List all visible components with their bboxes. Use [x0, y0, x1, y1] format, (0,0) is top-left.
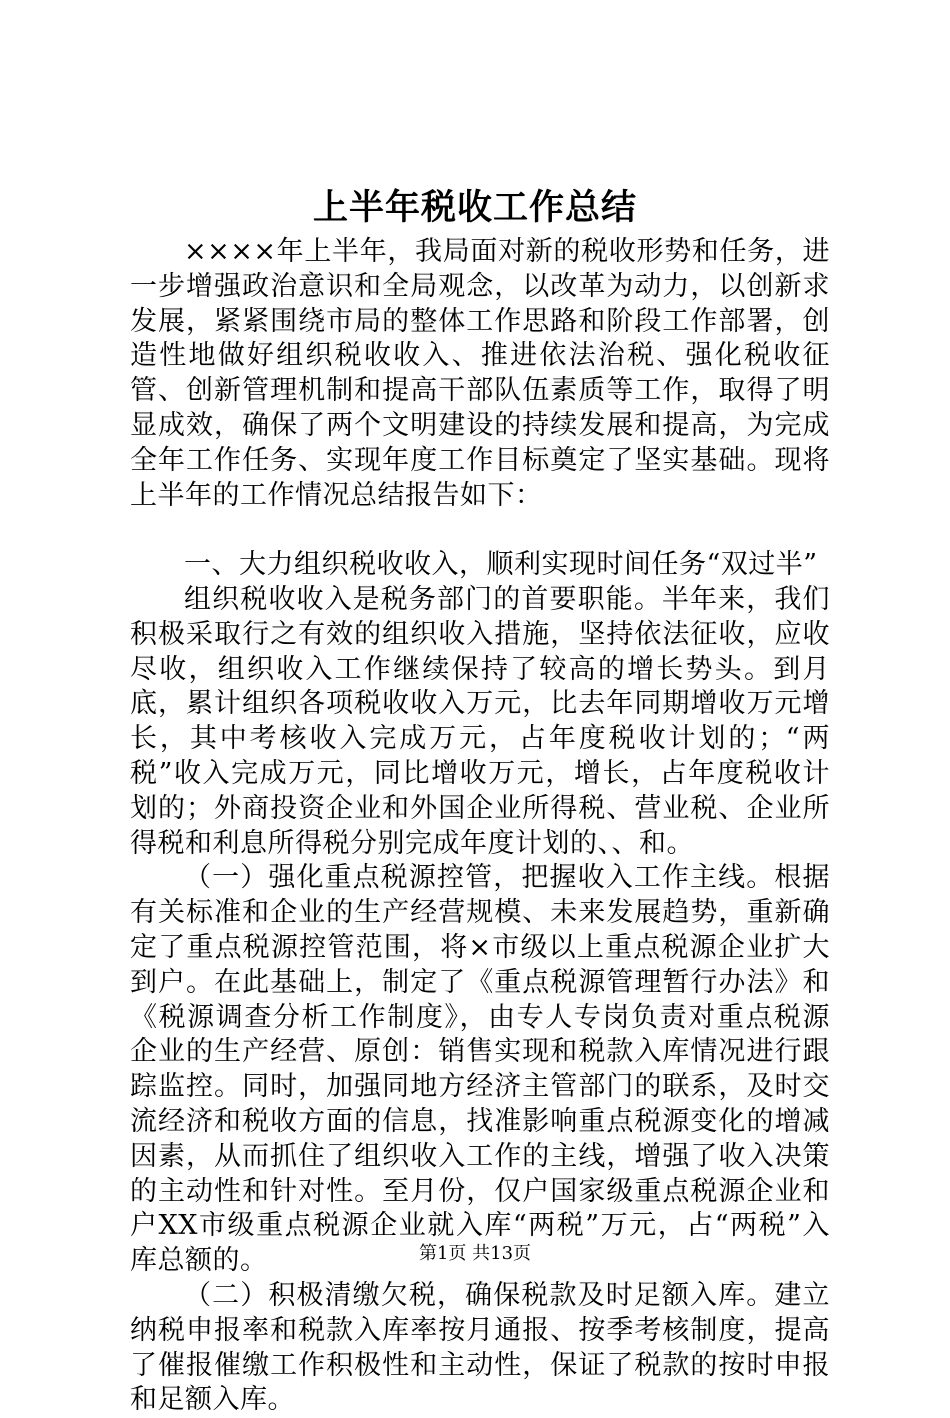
intro-paragraph: ××××年上半年，我局面对新的税收形势和任务，进一步增强政治意识和全局观念，以改革为动力，以创新求发展，紧紧围绕市局的整体工作思路和阶段工作部署，创造性地做好组织税收收入、推进依法治税、强化税收征管、创新管理机制和提高干部队伍素质等工作，取得了明显成效，确保了两个文明建设的持续发展和提高，为完成全年工作任务、实现年度工作目标奠定了坚实基础。现将上半年的工作情况总结报告如下：: [130, 236, 830, 511]
section-heading-1: 一、大力组织税收收入，顺利实现时间任务“双过半”: [184, 549, 818, 581]
subsection-1-paragraph: （一）强化重点税源控管，把握收入工作主线。根据有关标准和企业的生产经营规模、未来发展趋势，重新确定了重点税源控管范围，将×市级以上重点税源企业扩大到户。在此基础上，制定了《重点税源管理暂行办法》和《税源调查分析工作制度》，由专人专岗负责对重点税源企业的生产经营、原创：销售实现和税款入库情况进行跟踪监控。同时，加强同地方经济主管部门的联系，及时交流经济和税收方面的信息，找准影响重点税源变化的增减因素，从而抓住了组织收入工作的主线，增强了收入决策的主动性和针对性。至月份，仅户国家级重点税源企业和户XX市级重点税源企业就入库“两税”万元，占“两税”入库总额的。: [130, 862, 830, 1277]
document-title: 上半年税收工作总结: [312, 187, 637, 228]
section-1-paragraph: 组织税收收入是税务部门的首要职能。半年来，我们积极采取行之有效的组织收入措施，坚持依法征收，应收尽收，组织收入工作继续保持了较高的增长势头。到月底，累计组织各项税收收入万元，比去年同期增收万元增长，其中考核收入完成万元，占年度税收计划的；“两税”收入完成万元，同比增收万元，增长，占年度税收计划的；外商投资企业和外国企业所得税、营业税、企业所得税和利息所得税分别完成年度计划的、、和。: [130, 583, 830, 859]
page-number-footer: 第1页 共13页: [418, 1243, 532, 1264]
subsection-2-paragraph: （二）积极清缴欠税，确保税款及时足额入库。建立纳税申报率和税款入库率按月通报、按季考核制度，提高了催报催缴工作积极性和主动性，保证了税款的按时申报和足额入库。: [130, 1279, 830, 1416]
